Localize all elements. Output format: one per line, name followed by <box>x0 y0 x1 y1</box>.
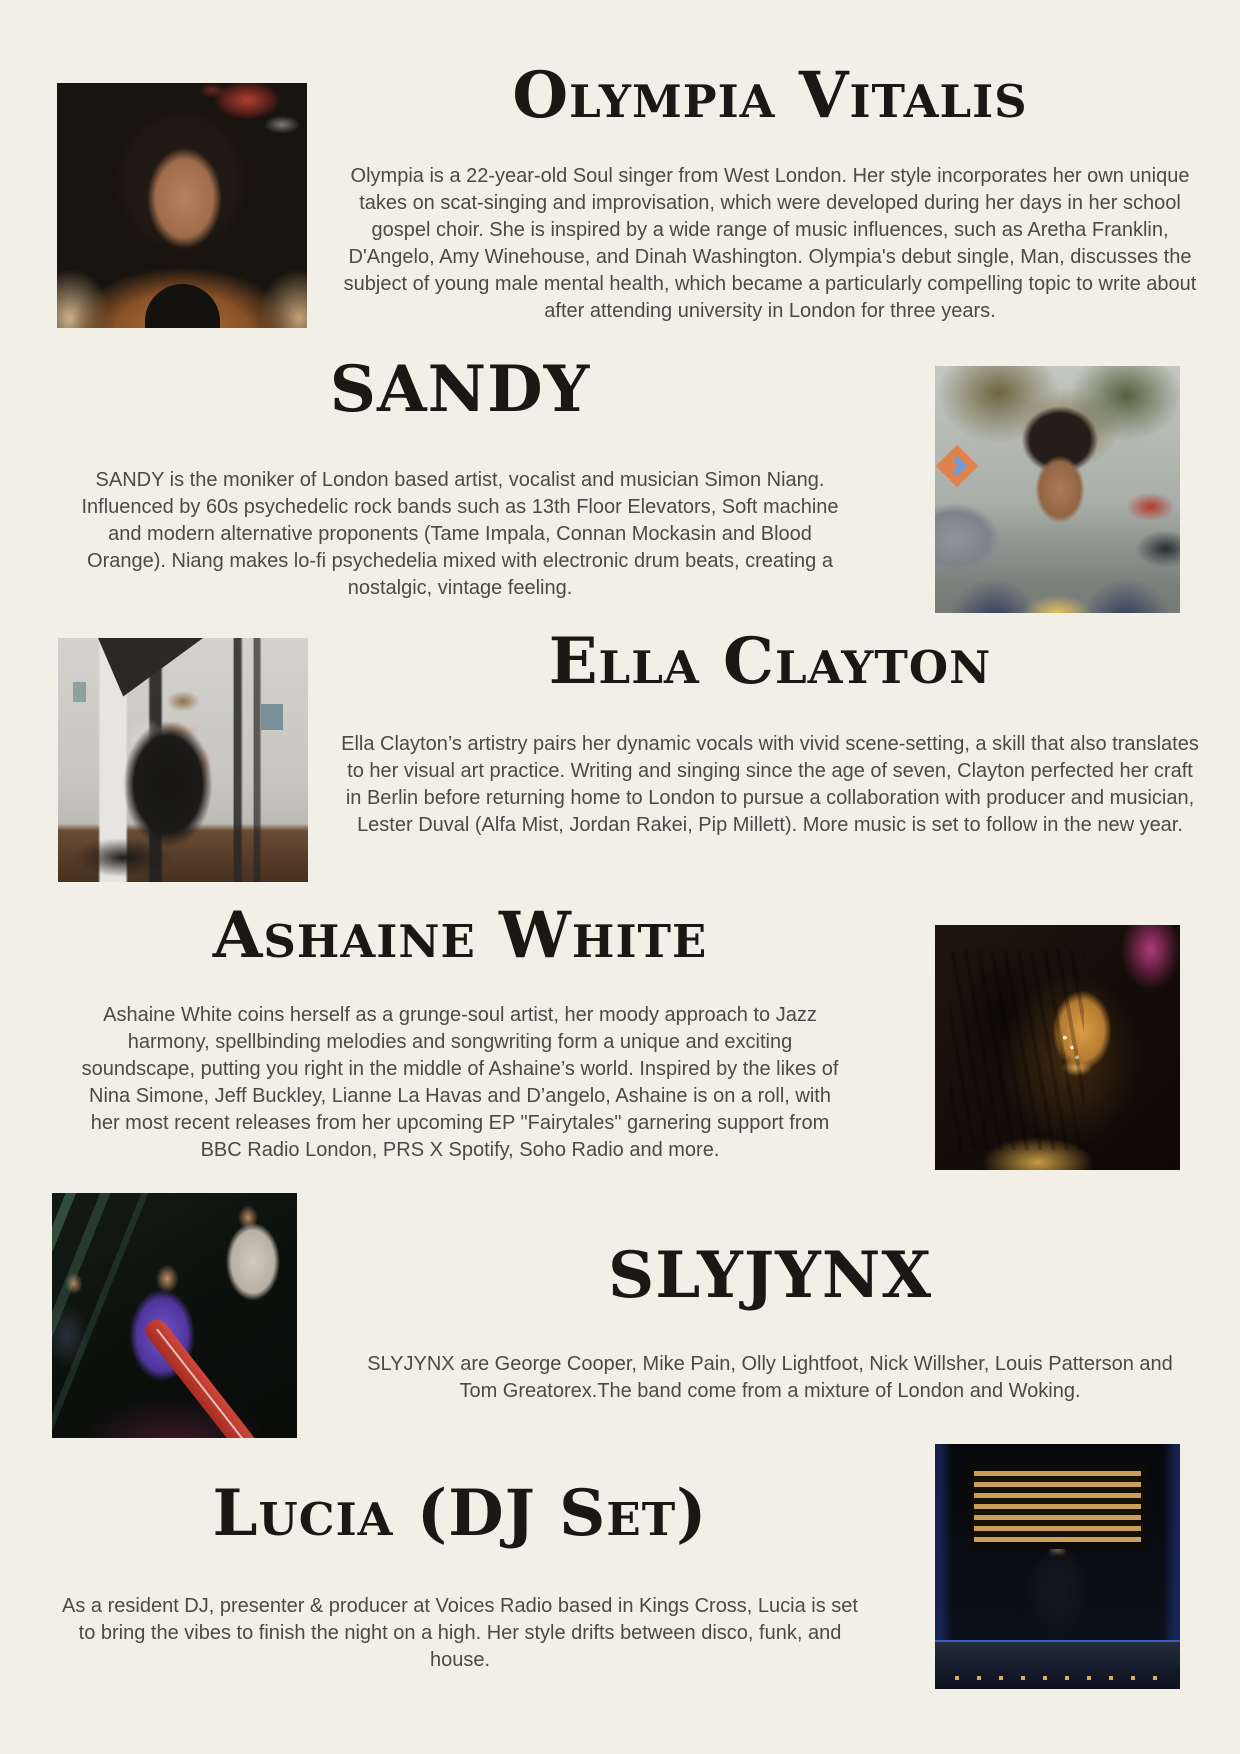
dj-mixer-detail <box>935 1640 1180 1689</box>
artist-photo-ella-clayton <box>58 638 308 882</box>
artist-bio: Ashaine White coins herself as a grunge-soul artist, her moody approach to Jazz harmony, spellbinding melodies and songwriting form a unique and exciting soundscape, putting you right in the middle of Ashaine’s world. Inspired by the likes of Nina Simone, Jeff Buckley, Lianne La Havas and D’angelo, Ashaine is on a roll, with her most recent releases from her upcoming EP "Fairytales" garnering support from BBC Radio London, PRS X Spotify, Soho Radio and more. <box>81 1004 839 1162</box>
artist-text-ashaine-white <box>55 898 865 1164</box>
artist-text-sandy <box>55 352 865 602</box>
artist-bio: Ella Clayton’s artistry pairs her dynamic vocals with vivid scene-setting, a skill that also translates to her visual art practice. Writing and singing since the age of seven, Clayton perfected her craft in Berlin before returning home to London to pursue a collaboration with producer and musician, Lester Duval (Alfa Mist, Jordan Rakei, Pip Millett). More music is set to follow in the new year. <box>341 733 1199 837</box>
artist-bio: SANDY is the moniker of London based artist, vocalist and musician Simon Niang. Influenced by 60s psychedelic rock bands such as 13th Floor Elevators, Soft machine and modern alternative proponents (Tame Impala, Connan Mockasin and Blood Orange). Niang makes lo-fi psychedelia mixed with electronic drum beats, creating a nostalgic, vintage feeling. <box>81 469 839 600</box>
artist-name: SANDY <box>329 352 591 427</box>
photo-detail <box>261 704 283 730</box>
photo-detail <box>98 638 203 697</box>
artist-text-olympia-vitalis <box>330 58 1210 325</box>
photo-detail <box>73 682 86 702</box>
artist-photo-lucia-dj-set <box>935 1444 1180 1689</box>
artist-photo-olympia-vitalis <box>57 83 307 328</box>
artist-text-slyjynx <box>330 1238 1210 1405</box>
photo-detail <box>145 284 220 328</box>
artist-photo-slyjynx <box>52 1193 297 1438</box>
artist-name: Ella Clayton <box>548 624 992 699</box>
artist-bio: Olympia is a 22-year-old Soul singer from West London. Her style incorporates her own unique takes on scat-singing and improvisation, which were developed during her days in her school gospel choir. She is inspired by a wide range of music influences, such as Aretha Franklin, D'Angelo, Amy Winehouse, and Dinah Washington. Olympia's debut single, Man, discusses the subject of young male mental health, which became a particularly compelling topic to write about after attending university in London for three years. <box>343 165 1197 323</box>
artist-bio: As a resident DJ, presenter & producer at Voices Radio based in Kings Cross, Lucia is set to bring the vibes to finish the night on a high. Her style drifts between disco, funk, and house. <box>62 1595 858 1672</box>
artist-name: SLYJYNX <box>608 1238 932 1313</box>
artist-photo-ashaine-white <box>935 925 1180 1170</box>
road-sign-detail <box>936 445 978 487</box>
artist-text-ella-clayton <box>330 624 1210 839</box>
artist-text-lucia-dj-set <box>50 1476 870 1674</box>
artist-name: Olympia Vitalis <box>512 58 1028 133</box>
bass-guitar-detail <box>141 1315 260 1438</box>
light-panel-detail <box>967 1464 1148 1550</box>
artist-photo-sandy <box>935 366 1180 613</box>
artist-name: Lucia (DJ Set) <box>212 1476 708 1551</box>
photo-detail <box>950 950 1085 1151</box>
artist-bio: SLYJYNX are George Cooper, Mike Pain, Olly Lightfoot, Nick Willsher, Louis Patterson and Tom Greatorex.The band come from a mixture of London and Woking. <box>367 1353 1173 1403</box>
artist-name: Ashaine White <box>212 898 708 973</box>
